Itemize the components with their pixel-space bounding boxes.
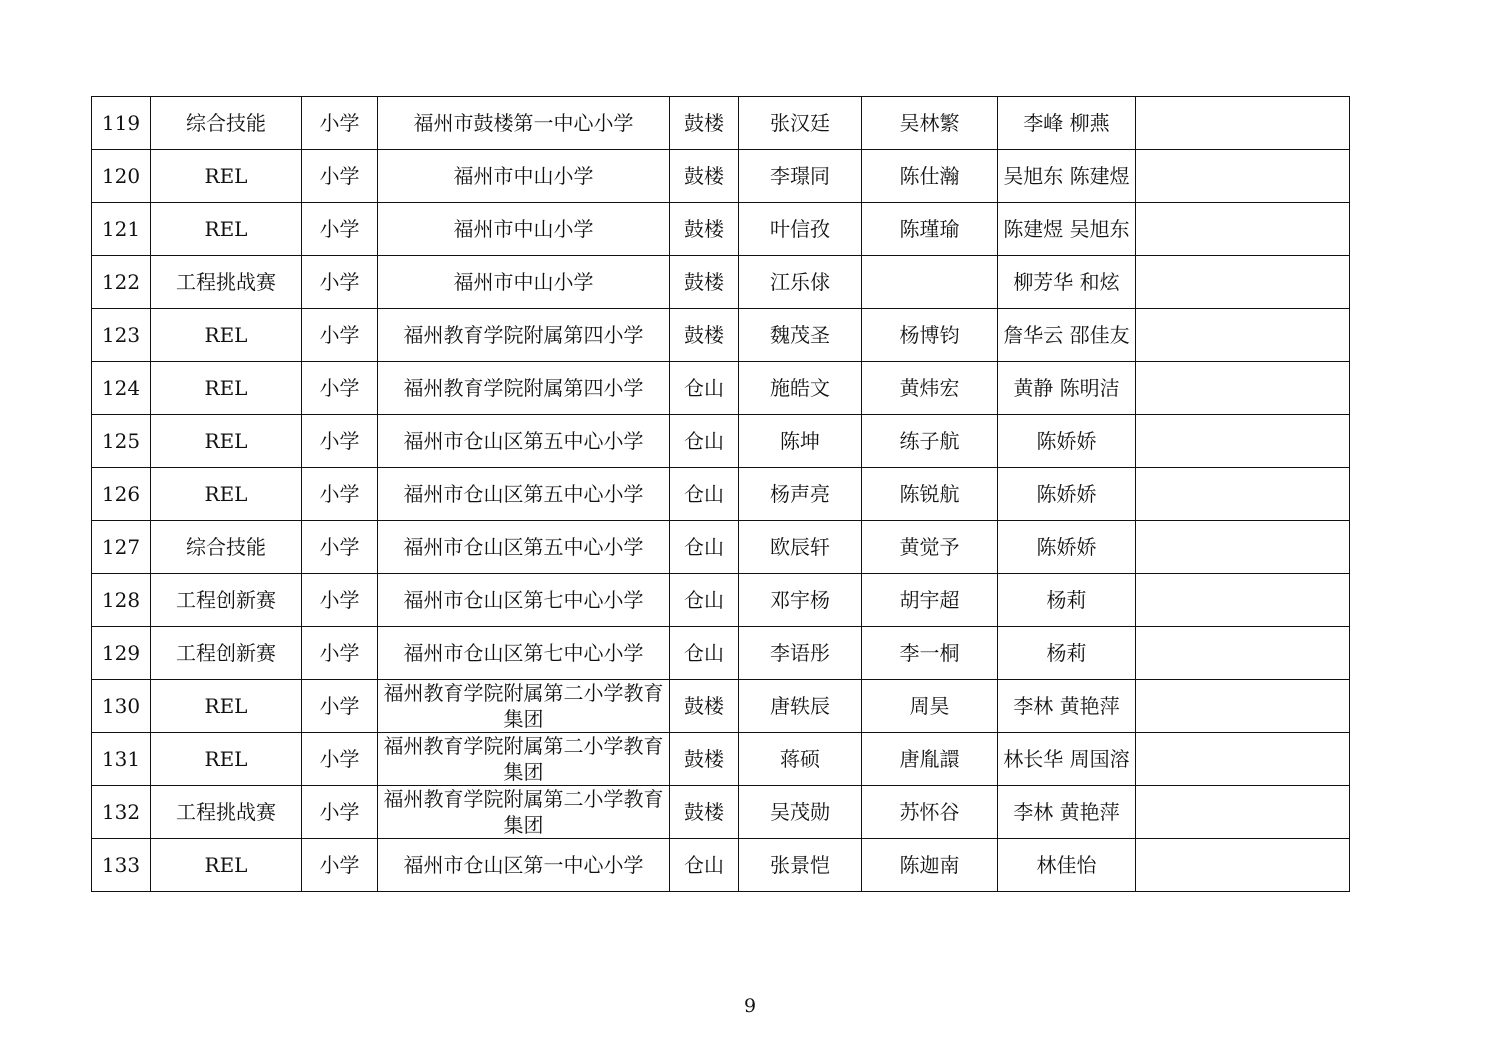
table-row bbox=[92, 415, 1350, 468]
cell-level: 小学 bbox=[302, 733, 378, 786]
cell-coach: 陈建煜 吴旭东 bbox=[998, 203, 1136, 256]
cell-student-2: 陈迦南 bbox=[862, 839, 998, 892]
cell-note bbox=[1136, 256, 1350, 309]
table-row bbox=[92, 256, 1350, 309]
cell-level: 小学 bbox=[302, 256, 378, 309]
table-row bbox=[92, 97, 1350, 150]
cell-school: 福州市仓山区第五中心小学 bbox=[378, 521, 670, 574]
cell-student-2: 陈仕瀚 bbox=[862, 150, 998, 203]
cell-event: REL bbox=[151, 415, 302, 468]
cell-district: 仓山 bbox=[670, 415, 739, 468]
cell-event: 工程创新赛 bbox=[151, 627, 302, 680]
cell-student-1: 李璟同 bbox=[739, 150, 862, 203]
cell-coach: 陈娇娇 bbox=[998, 521, 1136, 574]
cell-coach: 陈娇娇 bbox=[998, 468, 1136, 521]
cell-event: REL bbox=[151, 309, 302, 362]
table-row bbox=[92, 150, 1350, 203]
cell-district: 鼓楼 bbox=[670, 203, 739, 256]
table-row bbox=[92, 680, 1350, 733]
cell-note bbox=[1136, 680, 1350, 733]
cell-note bbox=[1136, 415, 1350, 468]
cell-coach: 林长华 周国溶 bbox=[998, 733, 1136, 786]
cell-student-1: 邓宇杨 bbox=[739, 574, 862, 627]
cell-student-1: 叶信孜 bbox=[739, 203, 862, 256]
cell-school: 福州市仓山区第一中心小学 bbox=[378, 839, 670, 892]
cell-student-2: 苏怀谷 bbox=[862, 786, 998, 839]
table-body bbox=[92, 97, 1350, 892]
cell-student-1: 欧辰轩 bbox=[739, 521, 862, 574]
cell-student-2: 黄觉予 bbox=[862, 521, 998, 574]
cell-event: 工程挑战赛 bbox=[151, 256, 302, 309]
cell-coach: 杨莉 bbox=[998, 627, 1136, 680]
cell-number: 124 bbox=[92, 362, 151, 415]
cell-note bbox=[1136, 309, 1350, 362]
cell-student-2: 陈瑾瑜 bbox=[862, 203, 998, 256]
cell-number: 125 bbox=[92, 415, 151, 468]
cell-student-1: 杨声亮 bbox=[739, 468, 862, 521]
cell-school: 福州教育学院附属第二小学教育集团 bbox=[378, 786, 670, 839]
cell-district: 仓山 bbox=[670, 521, 739, 574]
cell-level: 小学 bbox=[302, 362, 378, 415]
cell-school: 福州市仓山区第七中心小学 bbox=[378, 574, 670, 627]
cell-coach: 李峰 柳燕 bbox=[998, 97, 1136, 150]
cell-level: 小学 bbox=[302, 309, 378, 362]
table-row bbox=[92, 786, 1350, 839]
cell-level: 小学 bbox=[302, 574, 378, 627]
cell-student-1: 唐轶辰 bbox=[739, 680, 862, 733]
cell-number: 126 bbox=[92, 468, 151, 521]
table-row bbox=[92, 839, 1350, 892]
cell-note bbox=[1136, 203, 1350, 256]
cell-note bbox=[1136, 362, 1350, 415]
cell-level: 小学 bbox=[302, 468, 378, 521]
cell-note bbox=[1136, 733, 1350, 786]
cell-event: REL bbox=[151, 733, 302, 786]
cell-school: 福州市仓山区第五中心小学 bbox=[378, 415, 670, 468]
cell-number: 122 bbox=[92, 256, 151, 309]
table-row bbox=[92, 468, 1350, 521]
cell-number: 128 bbox=[92, 574, 151, 627]
cell-level: 小学 bbox=[302, 839, 378, 892]
cell-event: 综合技能 bbox=[151, 521, 302, 574]
cell-student-1: 陈坤 bbox=[739, 415, 862, 468]
cell-school: 福州市中山小学 bbox=[378, 150, 670, 203]
cell-student-1: 江乐俅 bbox=[739, 256, 862, 309]
cell-event: REL bbox=[151, 150, 302, 203]
cell-coach: 李林 黄艳萍 bbox=[998, 786, 1136, 839]
cell-student-1: 施皓文 bbox=[739, 362, 862, 415]
cell-school: 福州教育学院附属第四小学 bbox=[378, 362, 670, 415]
cell-number: 131 bbox=[92, 733, 151, 786]
cell-district: 鼓楼 bbox=[670, 733, 739, 786]
cell-student-2: 黄炜宏 bbox=[862, 362, 998, 415]
table-row bbox=[92, 733, 1350, 786]
table-row bbox=[92, 309, 1350, 362]
cell-event: 工程创新赛 bbox=[151, 574, 302, 627]
table-row bbox=[92, 574, 1350, 627]
cell-number: 120 bbox=[92, 150, 151, 203]
cell-student-1: 张汉廷 bbox=[739, 97, 862, 150]
cell-event: REL bbox=[151, 468, 302, 521]
cell-school: 福州市鼓楼第一中心小学 bbox=[378, 97, 670, 150]
cell-coach: 黄静 陈明洁 bbox=[998, 362, 1136, 415]
cell-note bbox=[1136, 521, 1350, 574]
cell-student-2: 周昊 bbox=[862, 680, 998, 733]
cell-student-1: 蒋硕 bbox=[739, 733, 862, 786]
cell-district: 仓山 bbox=[670, 839, 739, 892]
cell-school: 福州市仓山区第五中心小学 bbox=[378, 468, 670, 521]
cell-level: 小学 bbox=[302, 786, 378, 839]
cell-coach: 杨莉 bbox=[998, 574, 1136, 627]
cell-number: 132 bbox=[92, 786, 151, 839]
cell-student-2 bbox=[862, 256, 998, 309]
cell-note bbox=[1136, 574, 1350, 627]
cell-school: 福州市仓山区第七中心小学 bbox=[378, 627, 670, 680]
cell-student-1: 李语彤 bbox=[739, 627, 862, 680]
cell-district: 鼓楼 bbox=[670, 150, 739, 203]
table-row bbox=[92, 203, 1350, 256]
cell-level: 小学 bbox=[302, 521, 378, 574]
cell-event: 综合技能 bbox=[151, 97, 302, 150]
cell-district: 鼓楼 bbox=[670, 309, 739, 362]
cell-school: 福州教育学院附属第二小学教育集团 bbox=[378, 680, 670, 733]
cell-event: REL bbox=[151, 680, 302, 733]
cell-number: 123 bbox=[92, 309, 151, 362]
cell-coach: 詹华云 邵佳友 bbox=[998, 309, 1136, 362]
cell-school: 福州教育学院附属第二小学教育集团 bbox=[378, 733, 670, 786]
cell-number: 129 bbox=[92, 627, 151, 680]
cell-coach: 柳芳华 和炫 bbox=[998, 256, 1136, 309]
cell-coach: 林佳怡 bbox=[998, 839, 1136, 892]
cell-district: 仓山 bbox=[670, 627, 739, 680]
cell-district: 鼓楼 bbox=[670, 256, 739, 309]
cell-event: REL bbox=[151, 203, 302, 256]
cell-event: 工程挑战赛 bbox=[151, 786, 302, 839]
cell-student-1: 吴茂勋 bbox=[739, 786, 862, 839]
cell-coach: 李林 黄艳萍 bbox=[998, 680, 1136, 733]
cell-district: 仓山 bbox=[670, 362, 739, 415]
cell-school: 福州市中山小学 bbox=[378, 256, 670, 309]
table-row bbox=[92, 521, 1350, 574]
cell-student-2: 吴林繁 bbox=[862, 97, 998, 150]
cell-student-2: 唐胤譞 bbox=[862, 733, 998, 786]
cell-student-2: 陈锐航 bbox=[862, 468, 998, 521]
cell-level: 小学 bbox=[302, 203, 378, 256]
cell-note bbox=[1136, 627, 1350, 680]
cell-level: 小学 bbox=[302, 680, 378, 733]
cell-district: 鼓楼 bbox=[670, 786, 739, 839]
cell-coach: 陈娇娇 bbox=[998, 415, 1136, 468]
page-number: 9 bbox=[743, 995, 757, 1017]
cell-number: 127 bbox=[92, 521, 151, 574]
cell-student-2: 胡宇超 bbox=[862, 574, 998, 627]
cell-note bbox=[1136, 97, 1350, 150]
cell-student-2: 杨博钧 bbox=[862, 309, 998, 362]
table-row bbox=[92, 362, 1350, 415]
cell-student-1: 魏茂圣 bbox=[739, 309, 862, 362]
cell-number: 133 bbox=[92, 839, 151, 892]
cell-district: 仓山 bbox=[670, 468, 739, 521]
cell-student-1: 张景恺 bbox=[739, 839, 862, 892]
cell-district: 鼓楼 bbox=[670, 680, 739, 733]
cell-number: 121 bbox=[92, 203, 151, 256]
cell-number: 119 bbox=[92, 97, 151, 150]
cell-school: 福州市中山小学 bbox=[378, 203, 670, 256]
cell-level: 小学 bbox=[302, 627, 378, 680]
cell-coach: 吴旭东 陈建煜 bbox=[998, 150, 1136, 203]
cell-note bbox=[1136, 786, 1350, 839]
cell-student-2: 练子航 bbox=[862, 415, 998, 468]
cell-note bbox=[1136, 150, 1350, 203]
table-row bbox=[92, 627, 1350, 680]
cell-school: 福州教育学院附属第四小学 bbox=[378, 309, 670, 362]
cell-district: 仓山 bbox=[670, 574, 739, 627]
cell-event: REL bbox=[151, 362, 302, 415]
cell-student-2: 李一桐 bbox=[862, 627, 998, 680]
cell-district: 鼓楼 bbox=[670, 97, 739, 150]
cell-note bbox=[1136, 468, 1350, 521]
award-table bbox=[91, 96, 1350, 892]
cell-level: 小学 bbox=[302, 97, 378, 150]
cell-event: REL bbox=[151, 839, 302, 892]
cell-level: 小学 bbox=[302, 150, 378, 203]
cell-number: 130 bbox=[92, 680, 151, 733]
cell-note bbox=[1136, 839, 1350, 892]
cell-level: 小学 bbox=[302, 415, 378, 468]
